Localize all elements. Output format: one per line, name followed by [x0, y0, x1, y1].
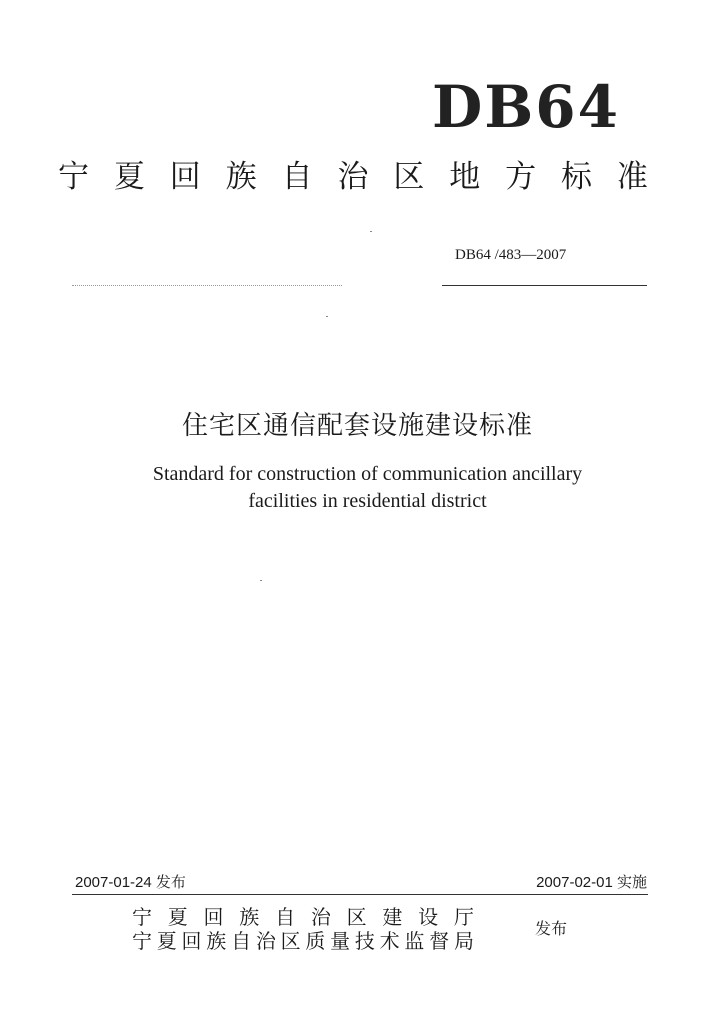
footer-divider [72, 894, 648, 895]
standard-number: DB64 /483—2007 [455, 247, 567, 263]
header-divider-left [72, 285, 342, 286]
header-divider-right [442, 285, 647, 286]
document-title-chinese: 住宅区通信配套设施建设标准 [181, 411, 533, 441]
issuer-quality-bureau: 宁 夏 回 族 自 治 区 质 量 技 术 监 督 局 [132, 929, 474, 953]
scan-speck [326, 316, 328, 317]
implementation-date: 2007-02-01 实施 [536, 874, 647, 891]
standard-category: 宁 夏 回 族 自 治 区 地 方 标 准 [58, 159, 648, 195]
standard-code: DB64 [431, 73, 620, 141]
document-title-english [100, 461, 635, 515]
issuer-construction-department: 宁 夏 回 族 自 治 区 建 设 厅 [132, 905, 474, 929]
document-title-english-line1: Standard for construction of communication ancillary [152, 463, 583, 485]
issue-date: 2007-01-24 发布 [75, 874, 186, 891]
scan-speck [260, 580, 262, 581]
publish-label: 发布 [535, 919, 568, 938]
scan-speck [370, 231, 372, 232]
document-title-english-line2: facilities in residential district [248, 490, 487, 512]
